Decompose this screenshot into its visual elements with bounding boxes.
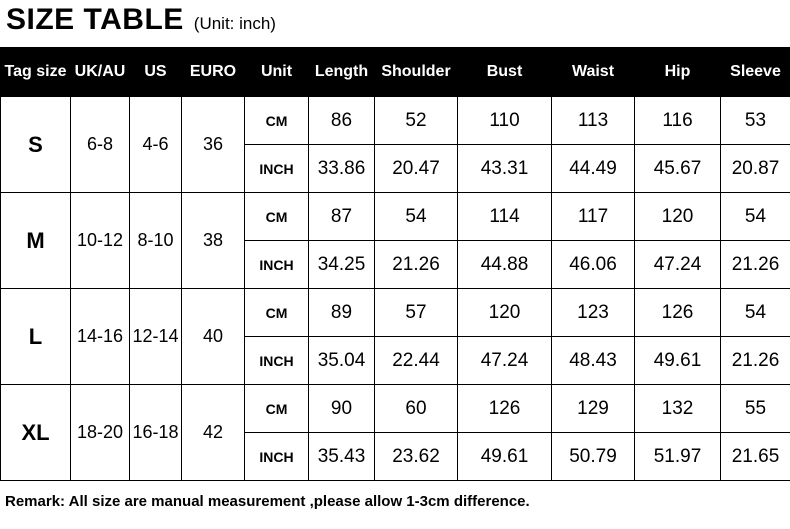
measurement-cell: 23.62 — [375, 433, 458, 481]
measurement-cell: 33.86 — [309, 145, 375, 193]
measurement-cell: 55 — [721, 385, 790, 433]
uk-au-cell: 6-8 — [71, 97, 130, 193]
header-row — [1, 48, 790, 97]
measurement-cell: 57 — [375, 289, 458, 337]
table-header — [1, 48, 790, 97]
column-header: Sleeve — [721, 48, 790, 97]
measurement-cell: 123 — [552, 289, 635, 337]
measurement-cell: 44.88 — [458, 241, 552, 289]
measurement-cell: 43.31 — [458, 145, 552, 193]
column-header: Shoulder — [375, 48, 458, 97]
measurement-cell: 46.06 — [552, 241, 635, 289]
measurement-cell: 34.25 — [309, 241, 375, 289]
unit-cell: INCH — [245, 241, 309, 289]
measurement-cell: 117 — [552, 193, 635, 241]
us-cell: 16-18 — [130, 385, 182, 481]
measurement-cell: 49.61 — [458, 433, 552, 481]
measurement-cell: 87 — [309, 193, 375, 241]
measurement-cell: 114 — [458, 193, 552, 241]
column-header: UK/AU — [71, 48, 130, 97]
us-cell: 4-6 — [130, 97, 182, 193]
measurement-cell: 116 — [635, 97, 721, 145]
measurement-cell: 126 — [635, 289, 721, 337]
uk-au-cell: 18-20 — [71, 385, 130, 481]
column-header: Unit — [245, 48, 309, 97]
table-row — [1, 97, 790, 145]
euro-cell: 38 — [182, 193, 245, 289]
euro-cell: 36 — [182, 97, 245, 193]
column-header: Hip — [635, 48, 721, 97]
measurement-cell: 53 — [721, 97, 790, 145]
us-cell: 8-10 — [130, 193, 182, 289]
column-header: Length — [309, 48, 375, 97]
measurement-cell: 113 — [552, 97, 635, 145]
measurement-cell: 21.26 — [721, 337, 790, 385]
unit-cell: INCH — [245, 337, 309, 385]
measurement-cell: 47.24 — [635, 241, 721, 289]
measurement-cell: 110 — [458, 97, 552, 145]
uk-au-cell: 14-16 — [71, 289, 130, 385]
measurement-cell: 126 — [458, 385, 552, 433]
table-row — [1, 193, 790, 241]
unit-cell: CM — [245, 385, 309, 433]
table-row — [1, 289, 790, 337]
measurement-cell: 52 — [375, 97, 458, 145]
measurement-cell: 21.26 — [721, 241, 790, 289]
measurement-cell: 20.47 — [375, 145, 458, 193]
tag-size-cell: L — [1, 289, 71, 385]
measurement-cell: 132 — [635, 385, 721, 433]
measurement-cell: 54 — [721, 289, 790, 337]
tag-size-cell: M — [1, 193, 71, 289]
measurement-cell: 120 — [458, 289, 552, 337]
unit-note: (Unit: inch) — [193, 14, 276, 33]
measurement-cell: 86 — [309, 97, 375, 145]
table-body — [1, 97, 790, 481]
column-header: Bust — [458, 48, 552, 97]
column-header: Waist — [552, 48, 635, 97]
measurement-cell: 48.43 — [552, 337, 635, 385]
unit-cell: INCH — [245, 145, 309, 193]
measurement-cell: 22.44 — [375, 337, 458, 385]
measurement-cell: 35.43 — [309, 433, 375, 481]
unit-cell: CM — [245, 289, 309, 337]
measurement-cell: 89 — [309, 289, 375, 337]
size-table — [0, 47, 790, 481]
measurement-cell: 50.79 — [552, 433, 635, 481]
measurement-cell: 90 — [309, 385, 375, 433]
measurement-cell: 129 — [552, 385, 635, 433]
remark-text: Remark: All size are manual measurement ,please allow 1-3cm difference. — [5, 493, 530, 510]
us-cell: 12-14 — [130, 289, 182, 385]
euro-cell: 40 — [182, 289, 245, 385]
measurement-cell: 47.24 — [458, 337, 552, 385]
measurement-cell: 45.67 — [635, 145, 721, 193]
measurement-cell: 49.61 — [635, 337, 721, 385]
measurement-cell: 120 — [635, 193, 721, 241]
tag-size-cell: XL — [1, 385, 71, 481]
euro-cell: 42 — [182, 385, 245, 481]
tag-size-cell: S — [1, 97, 71, 193]
measurement-cell: 54 — [721, 193, 790, 241]
column-header: EURO — [182, 48, 245, 97]
measurement-cell: 54 — [375, 193, 458, 241]
unit-cell: CM — [245, 97, 309, 145]
uk-au-cell: 10-12 — [71, 193, 130, 289]
column-header: US — [130, 48, 182, 97]
table-row — [1, 385, 790, 433]
measurement-cell: 21.26 — [375, 241, 458, 289]
measurement-cell: 51.97 — [635, 433, 721, 481]
unit-cell: INCH — [245, 433, 309, 481]
measurement-cell: 44.49 — [552, 145, 635, 193]
page-title: SIZE TABLE — [6, 3, 184, 36]
column-header: Tag size — [1, 48, 71, 97]
unit-cell: CM — [245, 193, 309, 241]
measurement-cell: 35.04 — [309, 337, 375, 385]
title-block — [6, 3, 276, 43]
measurement-cell: 20.87 — [721, 145, 790, 193]
measurement-cell: 21.65 — [721, 433, 790, 481]
measurement-cell: 60 — [375, 385, 458, 433]
